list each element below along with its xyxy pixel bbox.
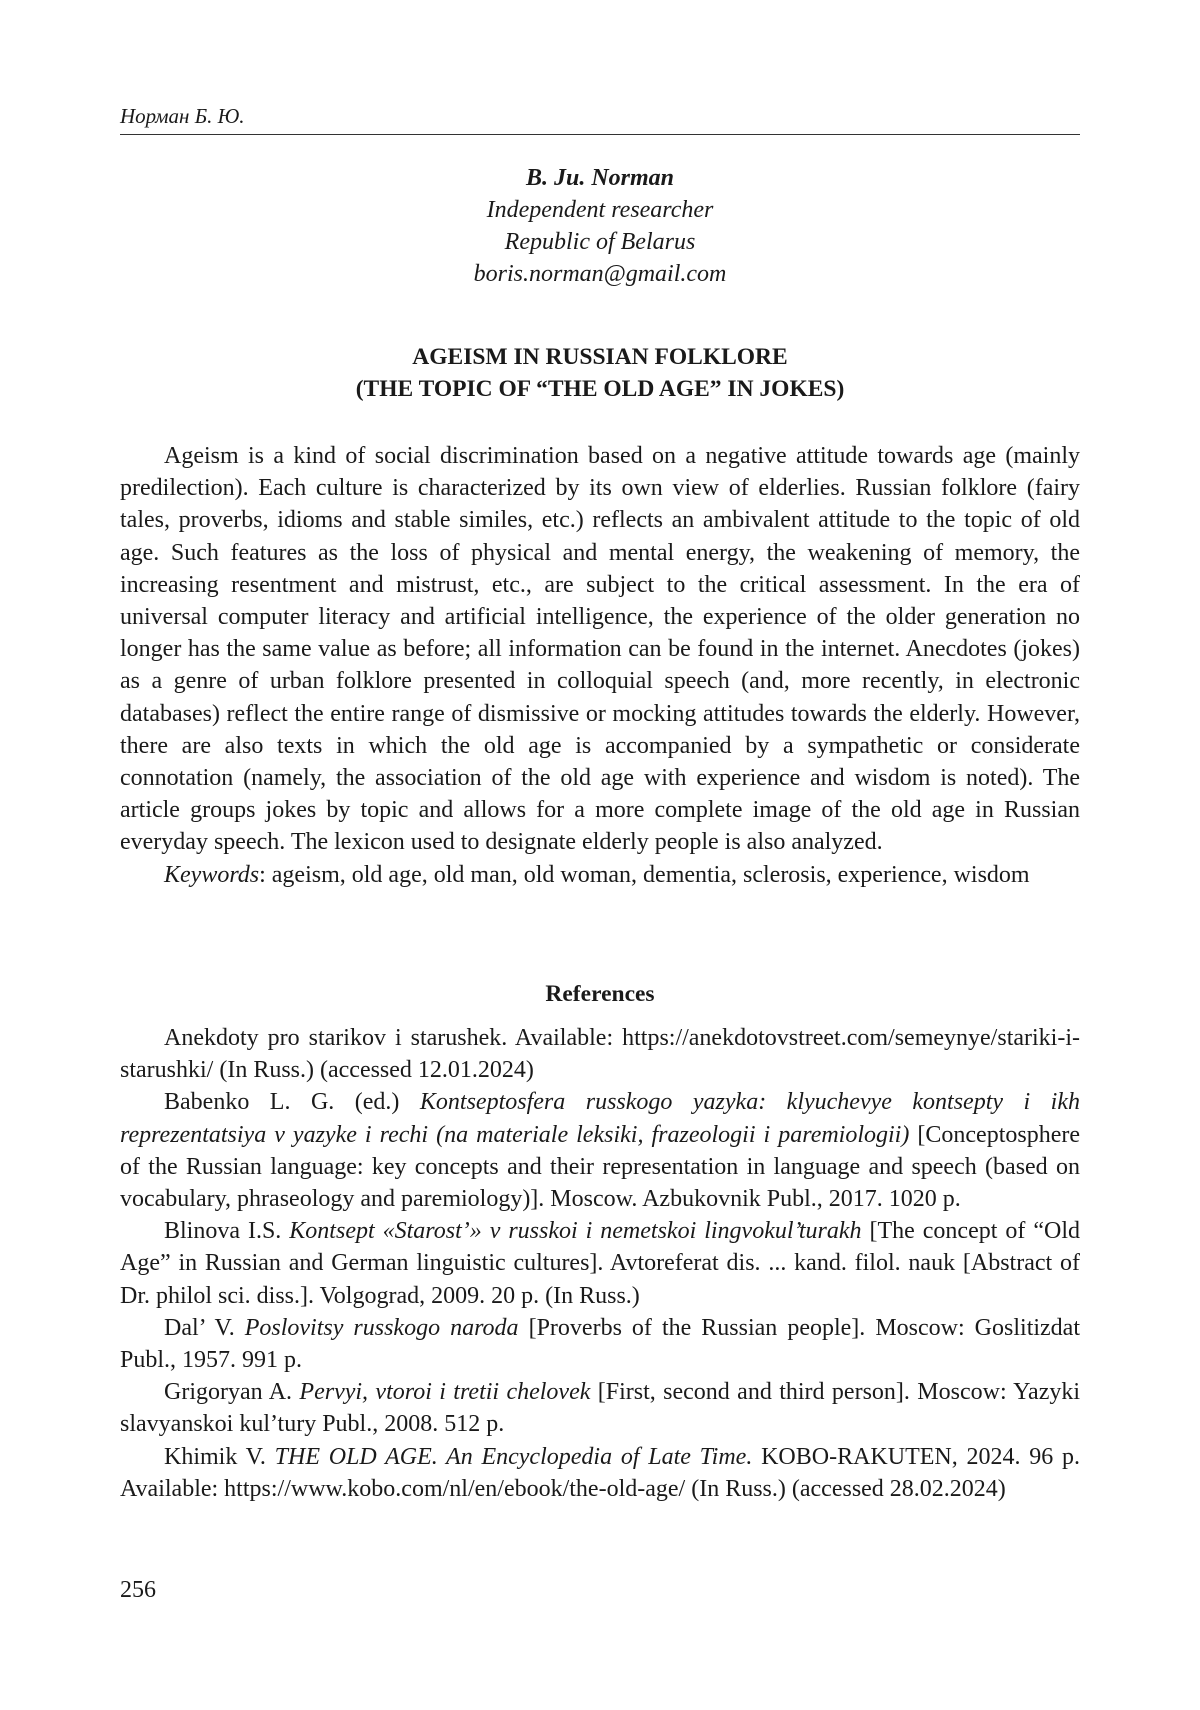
title-line-2: (THE TOPIC OF “THE OLD AGE” IN JOKES) [355,376,845,402]
reference-title: Kontsept «Starost’» v russkoi i nemetskoi lingvokul’turakh [289,1218,862,1245]
keywords-list: : ageism, old age, old man, old woman, dementia, sclerosis, experience, wisdom [259,861,1030,888]
reference-item [120,1312,1080,1376]
author-email: boris.norman@gmail.com [473,261,727,287]
references-heading: References [545,981,655,1007]
reference-details: [First, second and third person]. Moscow: Yazyki slavyanskoi kul’tury Publ., 2008. 512 p. [120,1379,1081,1438]
title-line-1: AGEISM IN RUSSIAN FOLKLORE [412,344,788,370]
reference-details: [Proverbs of the Russian people]. Moscow: Goslitizdat Publ., 1957. 991 p. [120,1314,1081,1374]
reference-item [120,1215,1080,1312]
author-affiliation: Independent researcher [486,197,714,223]
reference-item [120,1086,1080,1215]
reference-title: Poslovitsy russkogo naroda [244,1314,519,1341]
abstract-text: Ageism is a kind of social discrimination based on a negative attitude towards age (mainly predilection). Each culture is characterized by its own view of elderlies. Russian folklore (fairy tales, proverbs, idioms and stable similes, etc.) reflects an ambivalent attitude to the topic of old age. Such features as the loss of physical and mental energy, the weakening of memory, the increasing resentment and mistrust, etc., are subject to the critical assessment. In the era of universal computer literacy and artificial intelligence, the experience of the older generation no longer has the same value as before; all information can be found in the internet. Anecdotes (jokes) as a genre of urban folklore presented in colloquial speech (and, more recently, in electronic databases) reflect the entire range of dismissive or mocking attitudes towards the elderly. However, there are also texts in which the old age is accompanied by a sympathetic or considerate connotation (namely, the association of the old age with experience and wisdom is noted). The article groups jokes by topic and allows for a more complete image of the old age in Russian everyday speech. The lexicon used to designate elderly people is also analyzed. [120,443,1080,856]
reference-text: Anekdoty pro starikov i starushek. Available: https://anekdotovstreet.com/semeynye/stariki-i-starushki/ (In Russ.) (accessed 12.01.2024) [120,1025,1080,1084]
author-country: Republic of Belarus [504,229,696,255]
reference-details: [The concept of “Old Age” in Russian and German linguistic cultures]. Avtoreferat dis. ... kand. filol. nauk [Abstract of Dr. philol sci. diss.]. Volgograd, 2009. 20 p. (In Russ.) [120,1218,1081,1309]
reference-author: Khimik V. [164,1443,275,1470]
abstract [120,440,1080,891]
page-number: 256 [120,1577,156,1603]
reference-item [120,1441,1080,1505]
reference-author: Grigoryan A. [164,1379,300,1406]
reference-item [120,1376,1080,1440]
reference-title: Kontseptosfera russkogo yazyka: klyuchevye kontsepty i ikh reprezentatsiya v yazyke i rechi (na materiale leksiki, frazeologii i paremiologii) [120,1089,1080,1148]
author-name: B. Ju. Norman [525,165,675,191]
article-title [120,341,1080,405]
references-list [120,1022,1080,1505]
running-head: Норман Б. Ю. [120,104,245,128]
reference-details: KOBO-RAKUTEN, 2024. 96 p. Available: https://www.kobo.com/nl/en/ebook/the-old-age/ (In Russ.) (accessed 28.02.2024) [120,1443,1081,1502]
reference-item [120,1022,1080,1086]
reference-details: [Conceptosphere of the Russian language: key concepts and their representation in language and speech (based on vocabulary, phraseology and paremiology)]. Moscow. Azbukovnik Publ., 2017. 1020 p. [120,1121,1080,1213]
reference-title: THE OLD AGE. An Encyclopedia of Late Time. [274,1443,753,1470]
keywords [120,859,1080,891]
reference-author: Dal’ V. [164,1314,245,1341]
keywords-label: Keywords [164,861,260,888]
header-divider [120,134,1080,135]
author-block [120,162,1080,290]
reference-author: Babenko L. G. (ed.) [164,1089,420,1116]
reference-author: Blinova I.S. [164,1218,290,1245]
reference-title: Pervyi, vtoroi i tretii chelovek [299,1379,591,1406]
